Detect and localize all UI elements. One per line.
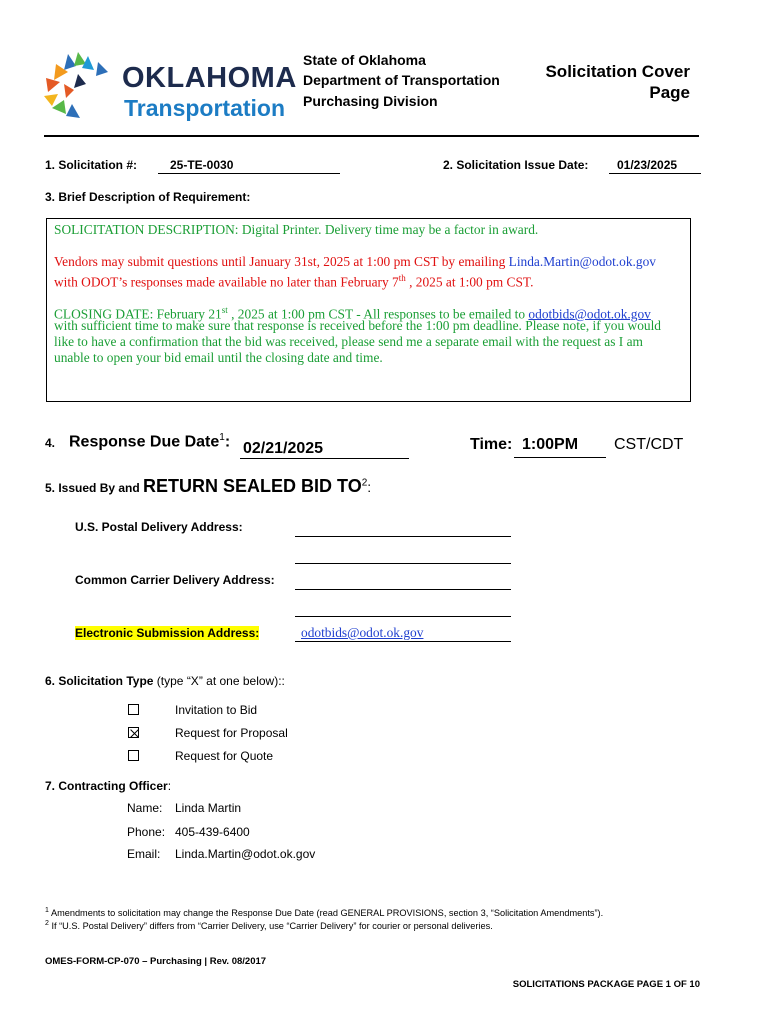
closing-date-line-3: like to have a confirmation that the bid was received, please send me a separate email with the request as I am: [54, 334, 643, 349]
carrier-address-label: Common Carrier Delivery Address:: [75, 573, 275, 587]
description-questions-line-2: [54, 270, 533, 290]
response-due-date-value: 02/21/2025: [243, 440, 324, 457]
responses-text-end: , 2025 at 1:00 pm CST.: [405, 274, 534, 290]
superscript-th: th: [398, 273, 406, 283]
officer-name-label: Name:: [127, 801, 163, 815]
officer-phone-value: 405-439-6400: [175, 825, 250, 839]
time-field[interactable]: [514, 436, 606, 458]
closing-date-text-end: , 2025 at 1:00 pm CST - All responses to be emailed to: [227, 306, 529, 322]
option-request-for-proposal: Request for Proposal: [175, 726, 288, 740]
closing-date-line-4: unable to open your bid email until the closing date and time.: [54, 350, 383, 365]
agency-line-division: Purchasing Division: [303, 93, 438, 109]
issue-date-label: 2. Solicitation Issue Date:: [443, 158, 589, 172]
return-bid-prefix: 5. Issued By and: [45, 481, 144, 495]
contracting-officer-label: [45, 779, 171, 793]
logo-subtitle: Transportation: [124, 95, 286, 121]
solicitation-number-value: 25-TE-0030: [170, 158, 234, 172]
carrier-address-line-1[interactable]: [295, 589, 511, 590]
checkbox-invitation-to-bid[interactable]: [128, 704, 139, 715]
oklahoma-star-logo-icon: [38, 50, 128, 122]
solicitation-number-label: 1. Solicitation #:: [45, 158, 138, 172]
return-bid-title: RETURN SEALED BID TO: [143, 476, 362, 496]
bids-email-link[interactable]: odotbids@odot.ok.gov: [528, 306, 651, 322]
page-title: [530, 61, 690, 103]
footnote-1-num: 1: [45, 907, 49, 914]
electronic-address-link[interactable]: odotbids@odot.ok.gov: [301, 625, 424, 640]
agency-line-department: Department of Transportation: [303, 72, 500, 88]
electronic-address-label: Electronic Submission Address:: [75, 626, 260, 640]
solicitation-number-field[interactable]: [158, 158, 340, 174]
closing-date-line-2: with sufficient time to make sure that response is received before the 1:00 pm deadline. Please note, if you would: [54, 318, 661, 333]
logo-wordmark: OKLAHOMA: [122, 62, 297, 94]
option-invitation-to-bid: Invitation to Bid: [175, 703, 258, 717]
solicitation-type-label: 6. Solicitation Type (type “X” at one below)::: [45, 674, 285, 688]
brief-description-label: 3. Brief Description of Requirement:: [45, 190, 251, 204]
footnote-ref-2: 2: [361, 477, 368, 489]
form-id: OMES-FORM-CP-070 – Purchasing | Rev. 08/2017: [45, 956, 267, 967]
time-value: 1:00PM: [522, 436, 579, 453]
option-request-for-quote: Request for Quote: [175, 749, 274, 763]
page-title-line2: Page: [649, 83, 690, 102]
officer-email-value[interactable]: Linda.Martin@odot.ok.gov: [175, 847, 316, 861]
closing-date-text: CLOSING DATE: February 21: [54, 306, 222, 322]
response-due-label: [69, 432, 230, 451]
response-due-text: Response Due Date: [69, 433, 220, 451]
officer-name-value: Linda Martin: [175, 801, 242, 815]
issue-date-field[interactable]: [609, 158, 701, 174]
time-label-text: Time:: [470, 436, 513, 453]
questions-text: Vendors may submit questions until January 31st, 2025 at 1:00 pm CST by emailing: [54, 254, 509, 269]
checkbox-request-for-quote[interactable]: [128, 750, 139, 761]
superscript-st: st: [221, 305, 228, 315]
officer-email-label: Email:: [127, 847, 161, 861]
page-number: SOLICITATIONS PACKAGE PAGE 1 OF 10: [512, 979, 700, 990]
solicitation-type-note: (type “X” at one below):: [153, 674, 282, 688]
footnote-2-text: If “U.S. Postal Delivery” differs from “Carrier Delivery, use “Carrier Delivery” for courier or personal deliveries.: [48, 921, 493, 932]
agency-line-state: State of Oklahoma: [303, 52, 426, 68]
header-divider: [44, 135, 699, 137]
footnote-1-text: Amendments to solicitation may change the Response Due Date (read GENERAL PROVISIONS, section 3, “Solicitation Amendments”).: [48, 908, 604, 919]
time-label: [470, 436, 512, 454]
issue-date-value: 01/23/2025: [617, 158, 678, 172]
questions-email-link[interactable]: Linda.Martin@odot.ok.gov: [508, 254, 656, 269]
footnote-ref-1: 1: [219, 432, 225, 443]
response-due-colon: :: [224, 433, 231, 451]
return-bid-heading: [45, 476, 371, 497]
footnote-1: [45, 907, 603, 918]
description-questions-line-1: [54, 254, 656, 270]
footnote-2: [45, 920, 493, 931]
timezone-label: CST/CDT: [614, 436, 684, 453]
page-title-line1: Solicitation Cover: [545, 62, 690, 81]
officer-phone-label: Phone:: [127, 825, 166, 839]
footnote-2-num: 2: [45, 920, 49, 927]
postal-address-line-1[interactable]: [295, 536, 511, 537]
checkbox-request-for-proposal[interactable]: [128, 727, 139, 738]
description-line-1: SOLICITATION DESCRIPTION: Digital Printer. Delivery time may be a factor in award.: [54, 222, 539, 237]
carrier-address-line-2[interactable]: [295, 616, 511, 617]
postal-address-label: U.S. Postal Delivery Address:: [75, 520, 243, 534]
response-due-date-field[interactable]: [240, 440, 409, 459]
contracting-officer-title: 7. Contracting Officer: [45, 779, 168, 793]
response-due-num: 4.: [45, 436, 56, 450]
postal-address-line-2[interactable]: [295, 563, 511, 564]
electronic-address-field[interactable]: [295, 625, 511, 642]
solicitation-type-title: 6. Solicitation Type: [45, 674, 154, 688]
responses-text: with ODOT’s responses made available no later than February 7: [54, 274, 399, 290]
return-bid-colon: :: [367, 479, 372, 495]
contracting-officer-colon: :: [167, 779, 172, 793]
